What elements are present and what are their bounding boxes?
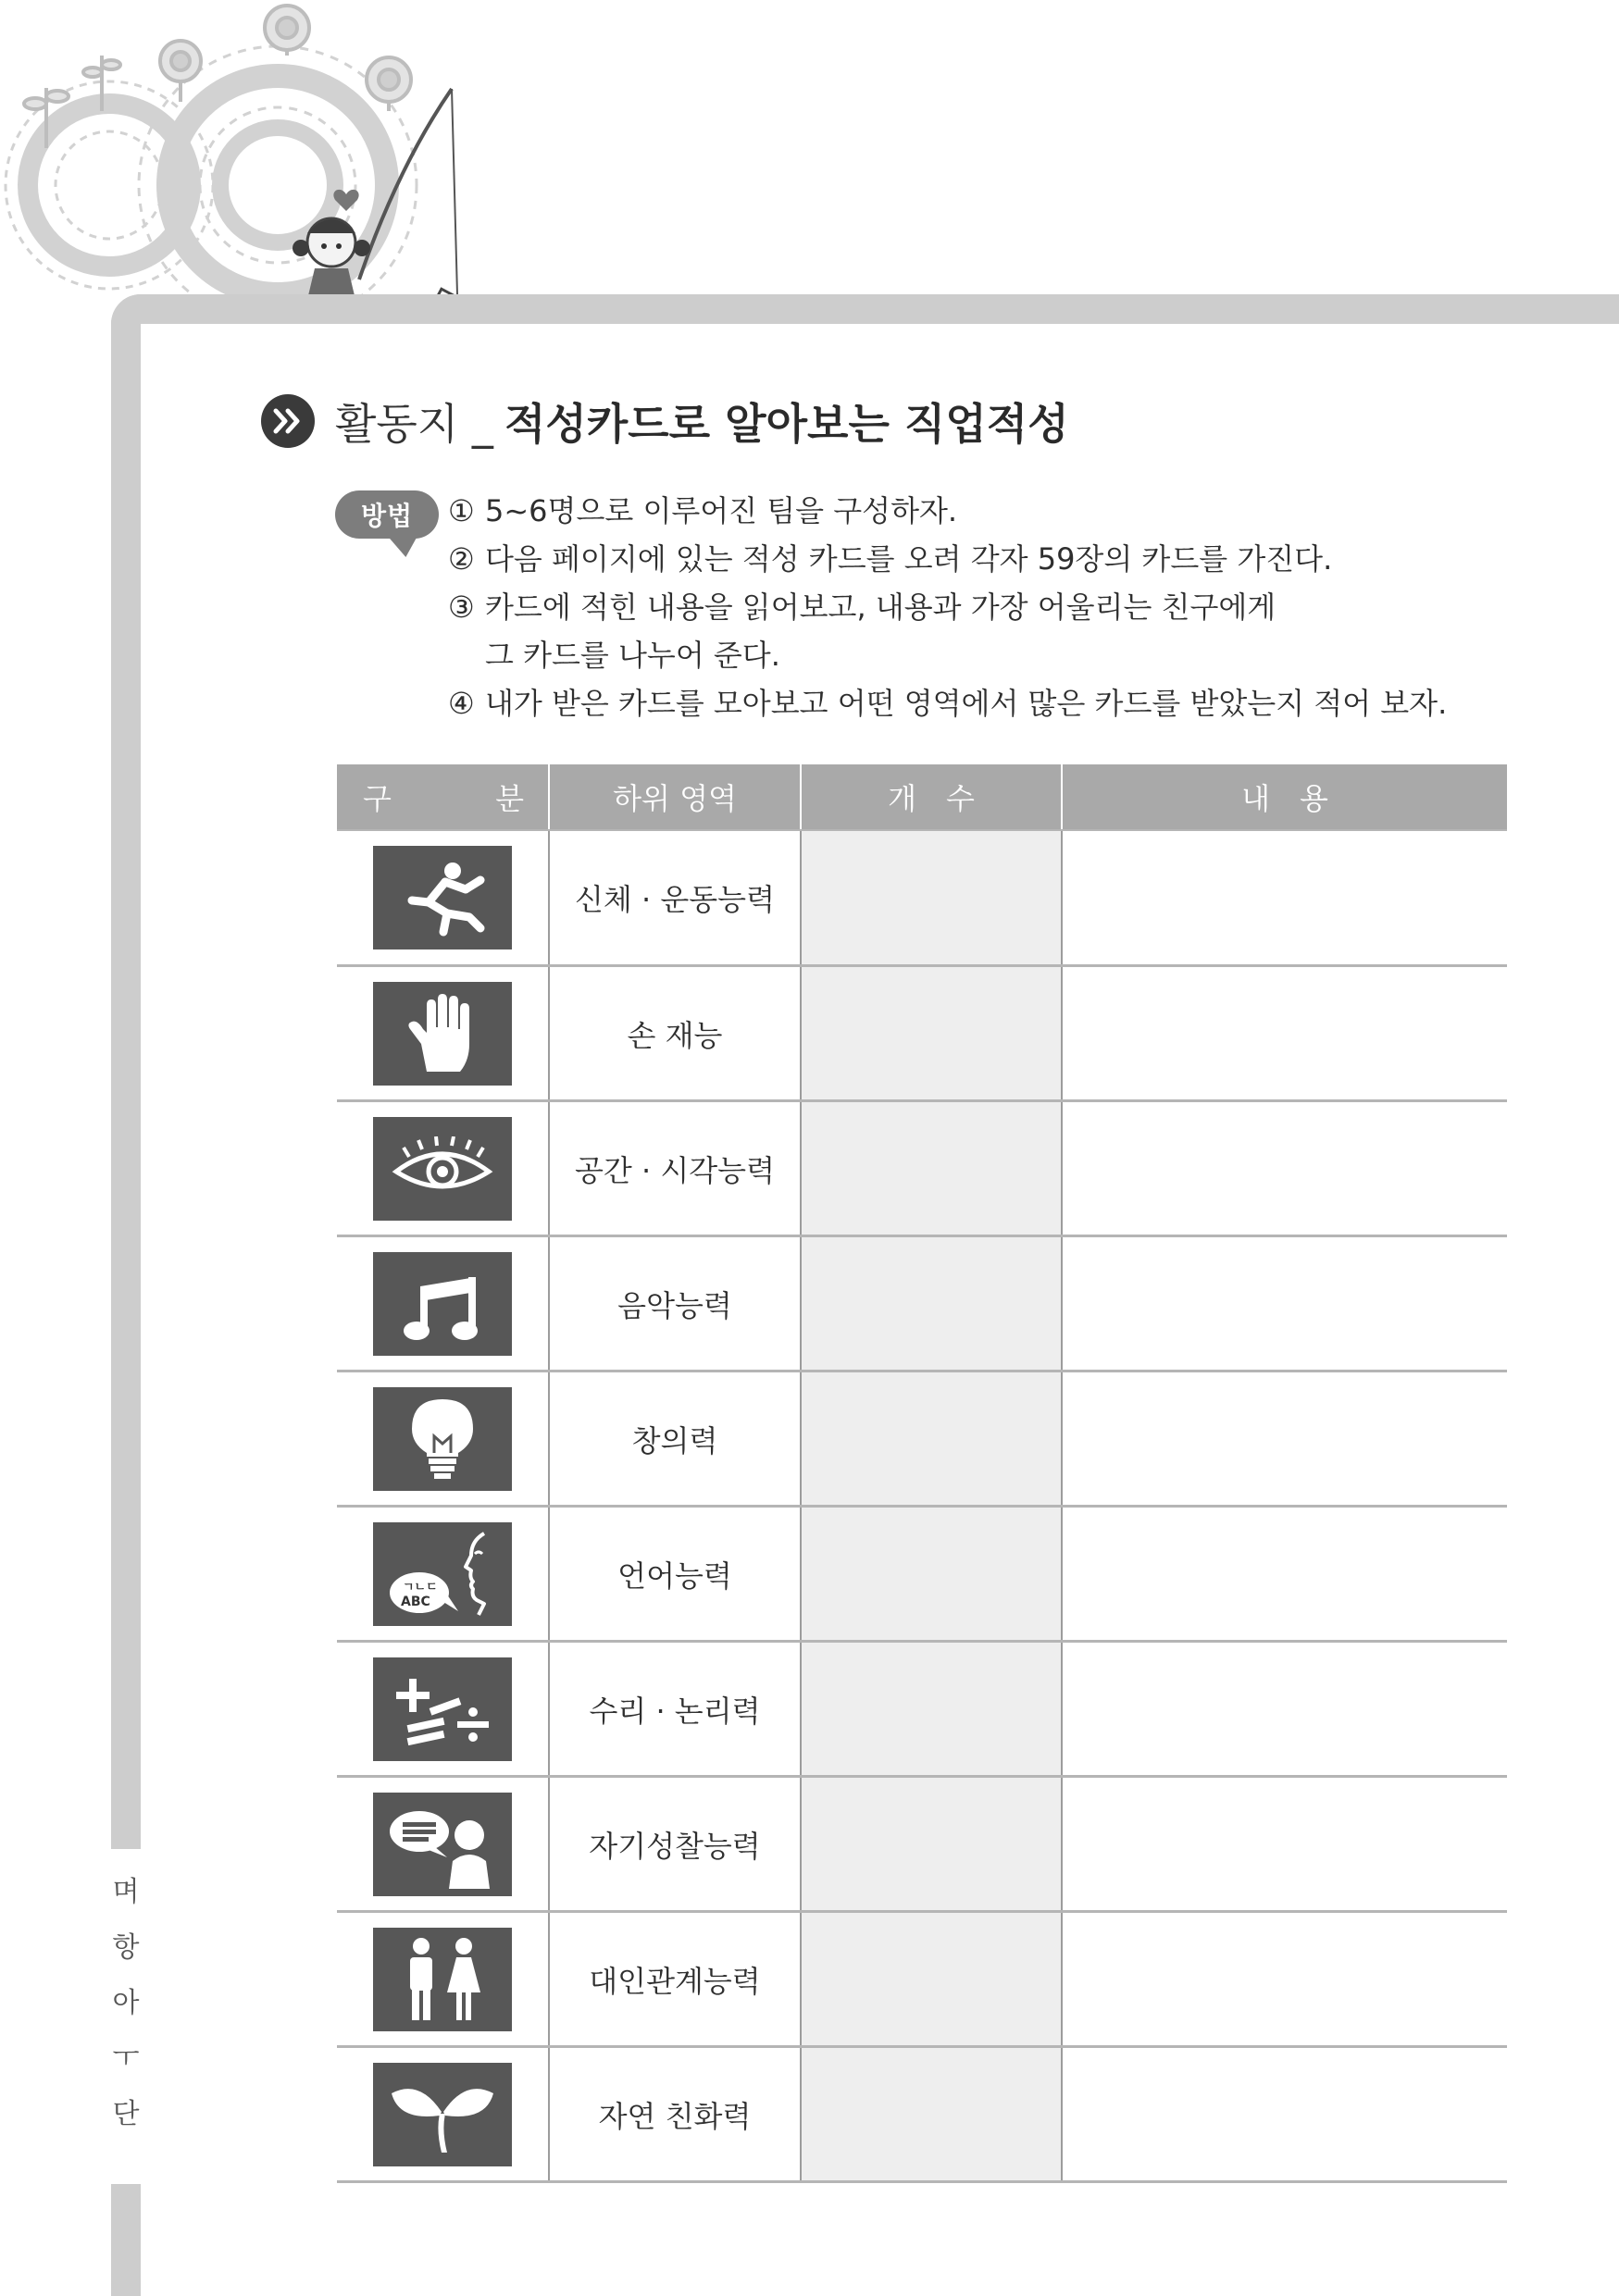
- step-number: ①: [448, 493, 475, 528]
- svg-text:ㄱㄴㄷ: ㄱㄴㄷ: [403, 1580, 438, 1595]
- header-category: [337, 764, 550, 829]
- page-frame-left: [111, 294, 141, 1849]
- method-step: [448, 679, 1513, 727]
- category-cell: [337, 1913, 550, 2045]
- table-row: [337, 1640, 1507, 1775]
- subarea-cell: 수리 · 논리력: [550, 1643, 802, 1775]
- method-step: [448, 487, 1513, 535]
- table-row: [337, 1505, 1507, 1640]
- content-cell[interactable]: [1063, 1643, 1507, 1775]
- count-cell[interactable]: [802, 1372, 1063, 1505]
- double-chevron-right-icon: [261, 394, 315, 448]
- side-label-char: 며: [112, 1876, 140, 1908]
- side-label-char: 항: [112, 1931, 140, 1964]
- category-cell: [337, 1372, 550, 1505]
- aptitude-table: [337, 764, 1507, 2183]
- table-row: [337, 1370, 1507, 1505]
- side-label-char: ㅜ: [112, 2042, 140, 2075]
- content-cell[interactable]: [1063, 1372, 1507, 1505]
- content-cell[interactable]: [1063, 1102, 1507, 1235]
- count-cell[interactable]: [802, 1102, 1063, 1235]
- subarea-cell: 음악능력: [550, 1237, 802, 1370]
- heading-prefix: 활동지 _: [335, 399, 493, 449]
- content-cell[interactable]: [1063, 1237, 1507, 1370]
- category-cell: [337, 1237, 550, 1370]
- step-number: ③: [448, 590, 475, 625]
- category-cell: [337, 831, 550, 964]
- count-cell[interactable]: [802, 831, 1063, 964]
- count-cell[interactable]: [802, 1913, 1063, 2045]
- table-header-row: [337, 764, 1507, 829]
- table-body: [337, 829, 1507, 2183]
- subarea-cell: 창의력: [550, 1372, 802, 1505]
- category-cell: [337, 1778, 550, 1910]
- subarea-cell: 자기성찰능력: [550, 1778, 802, 1910]
- hand-icon: [373, 982, 512, 1086]
- method-step: [448, 583, 1513, 679]
- count-cell[interactable]: [802, 1237, 1063, 1370]
- step-text: 5~6명으로 이루어진 팀을 구성하자.: [485, 493, 958, 528]
- subarea-cell: 자연 친화력: [550, 2048, 802, 2180]
- content-cell[interactable]: [1063, 2048, 1507, 2180]
- subarea-cell: 신체 · 운동능력: [550, 831, 802, 964]
- step-text: 내가 받은 카드를 모아보고 어떤 영역에서 많은 카드를 받았는지 적어 보자.: [485, 686, 1448, 721]
- category-cell: [337, 2048, 550, 2180]
- svg-text:ABC: ABC: [401, 1594, 430, 1609]
- step-text: 다음 페이지에 있는 적성 카드를 오려 각자 59장의 카드를 가진다.: [485, 541, 1333, 577]
- content-cell[interactable]: [1063, 831, 1507, 964]
- page-title: 적성카드로 알아보는 직업적성: [504, 399, 1069, 449]
- method-badge: 방법: [335, 490, 439, 539]
- count-cell[interactable]: [802, 2048, 1063, 2180]
- eye-icon: [373, 1117, 512, 1221]
- self-reflection-icon: [373, 1793, 512, 1896]
- subarea-cell: 손 재능: [550, 967, 802, 1099]
- table-row: [337, 1775, 1507, 1910]
- table-row: [337, 2045, 1507, 2180]
- content-cell[interactable]: [1063, 967, 1507, 1099]
- count-cell[interactable]: [802, 1643, 1063, 1775]
- category-cell: [337, 1102, 550, 1235]
- table-row: [337, 964, 1507, 1099]
- header-subarea: 하위 영역: [550, 764, 802, 829]
- page-frame-top: [111, 294, 1619, 324]
- content-cell[interactable]: [1063, 1913, 1507, 2045]
- category-cell: [337, 1508, 550, 1640]
- side-label-char: 아: [112, 1987, 140, 2019]
- man-woman-icon: [373, 1928, 512, 2031]
- speech-face-icon: [373, 1522, 512, 1626]
- sprout-icon: [373, 2063, 512, 2166]
- running-person-icon: [373, 846, 512, 949]
- math-symbols-icon: [373, 1657, 512, 1761]
- table-row: [337, 1099, 1507, 1235]
- category-cell: [337, 1643, 550, 1775]
- content-cell[interactable]: [1063, 1508, 1507, 1640]
- step-number: ④: [448, 686, 475, 721]
- content-cell[interactable]: [1063, 1778, 1507, 1910]
- table-row: [337, 1235, 1507, 1370]
- header-content: 내 용: [1241, 781, 1328, 816]
- table-row: [337, 1910, 1507, 2045]
- light-bulb-icon: [373, 1387, 512, 1491]
- step-number: ②: [448, 541, 475, 577]
- subarea-cell: 공간 · 시각능력: [550, 1102, 802, 1235]
- table-row: [337, 829, 1507, 964]
- step-text: 카드에 적힌 내용을 읽어보고, 내용과 가장 어울리는 친구에게 그 카드를 나누어 준다.: [485, 590, 1277, 673]
- count-cell[interactable]: [802, 1508, 1063, 1640]
- count-cell[interactable]: [802, 967, 1063, 1099]
- count-cell[interactable]: [802, 1778, 1063, 1910]
- subarea-cell: 대인관계능력: [550, 1913, 802, 2045]
- side-section-label: [102, 1877, 150, 2130]
- worksheet-heading: [261, 391, 1069, 452]
- subarea-cell: 언어능력: [550, 1508, 802, 1640]
- category-cell: [337, 967, 550, 1099]
- header-category-char: 구: [363, 781, 392, 816]
- side-label-char: 단: [112, 2098, 140, 2130]
- header-count: 개 수: [802, 764, 1063, 829]
- header-category-char: 분: [495, 781, 524, 816]
- method-step: [448, 535, 1513, 583]
- page-frame-left-bottom: [111, 2184, 141, 2296]
- music-note-icon: [373, 1252, 512, 1356]
- method-steps: [448, 487, 1513, 727]
